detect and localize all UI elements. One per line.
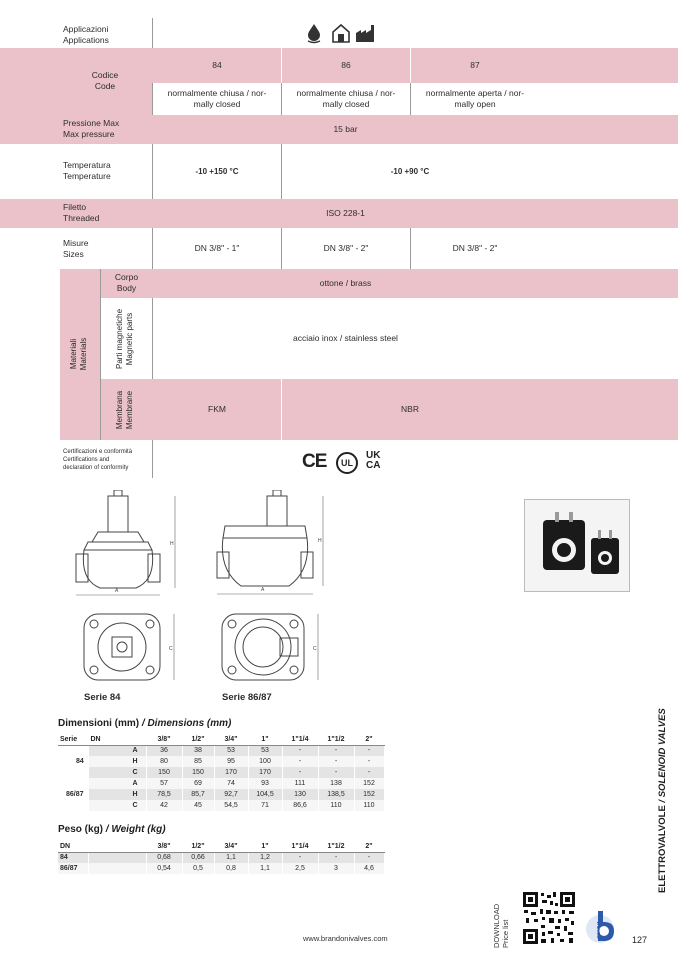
row-membrane: Membrana Membrane FKM NBR [101, 379, 678, 440]
temperature-86-87: -10 +90 °C [390, 167, 430, 176]
materials-label-cell: Materiali Materials [60, 269, 100, 440]
applications-icons [305, 22, 377, 44]
factory-icon [356, 25, 374, 42]
size-84: DN 3/8" - 1" [194, 243, 240, 253]
row-temperature: Temperatura Temperature -10 +150 °C -10 +90 °C [0, 144, 678, 199]
footer-url[interactable]: www.brandonivalves.com [303, 934, 388, 943]
table-row: 86/87 0,54 0,5 0,8 1,1 2,5 3 4,6 [58, 863, 384, 874]
table-row: 84 0,68 0,66 1,1 1,2 - - - [58, 852, 384, 863]
row-certifications: Certificazioni e conformità Certifications and declaration of conformity CE UL UK CA [0, 440, 678, 478]
table-row: A 36 38 53 53 - - - [58, 745, 384, 756]
table-row: 86/87 H 78,5 85,7 92,7 104,5 130 138,5 152 [58, 789, 384, 800]
row-pressure: Pressione Max Max pressure 15 bar [0, 115, 678, 144]
row-applications: Applicazioni Applications [0, 18, 678, 48]
membrane-86-87: NBR [401, 404, 419, 414]
download-label[interactable]: DOWNLOAD Price list [492, 903, 510, 948]
drawing-86-87-side [215, 490, 335, 605]
drawing-84-side [70, 490, 190, 605]
series-84-label: Serie 84 [84, 692, 121, 703]
code-84: 84 [212, 60, 222, 70]
pressure-value: 15 bar [333, 124, 358, 134]
type-84: normalmente chiusa / nor- mally closed [167, 88, 267, 109]
drawing-84-top [82, 612, 192, 687]
thread-value: ISO 228-1 [326, 208, 365, 218]
svg-text:H: H [170, 541, 174, 547]
body-value: ottone / brass [319, 278, 372, 288]
side-title: ELETTROVALVOLE / SOLENOID VALVES [657, 708, 668, 893]
type-86: normalmente chiusa / nor- mally closed [296, 88, 396, 109]
ukca-mark-icon: UK CA [366, 450, 381, 471]
row-magnetic: Parti magnetiche Magnetic parts acciaio inox / stainless steel [101, 298, 678, 379]
weight-title: Peso (kg) / Weight (kg) [58, 824, 166, 835]
membrane-84: FKM [208, 404, 226, 414]
size-87: DN 3/8" - 2" [452, 243, 498, 253]
code-label-cell: Codice Code [0, 48, 152, 115]
svg-text:C: C [313, 646, 317, 652]
dimensions-table [58, 734, 385, 811]
weight-header-row: DN 3/8" 1/2" 3/4" 1" 1"1/4 1"1/2 2" [58, 841, 384, 852]
ce-mark-icon: CE [302, 451, 327, 472]
house-icon [333, 25, 349, 42]
ul-mark-icon: UL [336, 452, 358, 474]
weight-table [58, 841, 385, 874]
water-drop-icon [308, 24, 320, 43]
table-row: 84 H 80 85 95 100 - - - [58, 756, 384, 767]
svg-text:H: H [318, 538, 322, 544]
type-87: normalmente aperta / nor- mally open [425, 88, 525, 109]
page-number: 127 [632, 935, 648, 945]
dimensions-title: Dimensioni (mm) / Dimensions (mm) [58, 718, 232, 729]
coil-photo [524, 499, 630, 592]
coil-image [525, 500, 629, 591]
row-sizes: Misure Sizes DN 3/8" - 1" DN 3/8" - 2" DN 3/8" - 2" [0, 228, 678, 269]
table-row: A 57 69 74 93 111 138 152 [58, 778, 384, 789]
drawing-86-87-top [220, 612, 330, 687]
row-body: Corpo Body ottone / brass [101, 269, 678, 298]
series-86-87-label: Serie 86/87 [222, 692, 272, 703]
table-row: C 42 45 54,5 71 86,6 110 110 [58, 800, 384, 811]
brand-text: VALVES [596, 921, 601, 939]
temperature-84: -10 +150 °C [195, 167, 239, 176]
row-thread: Filetto Threaded ISO 228-1 [0, 199, 678, 228]
magnetic-value: acciaio inox / stainless steel [293, 333, 398, 343]
table-row: C 150 150 170 170 - - - [58, 767, 384, 778]
size-86: DN 3/8" - 2" [323, 243, 369, 253]
svg-text:A: A [261, 587, 265, 593]
dimensions-header-row: Serie DN 3/8" 1/2" 3/4" 1" 1"1/4 1"1/2 2" [58, 734, 384, 745]
code-87: 87 [470, 60, 480, 70]
code-86: 86 [341, 60, 351, 70]
svg-text:A: A [115, 588, 119, 594]
qr-code-icon[interactable] [522, 891, 576, 945]
svg-text:C: C [169, 646, 173, 652]
